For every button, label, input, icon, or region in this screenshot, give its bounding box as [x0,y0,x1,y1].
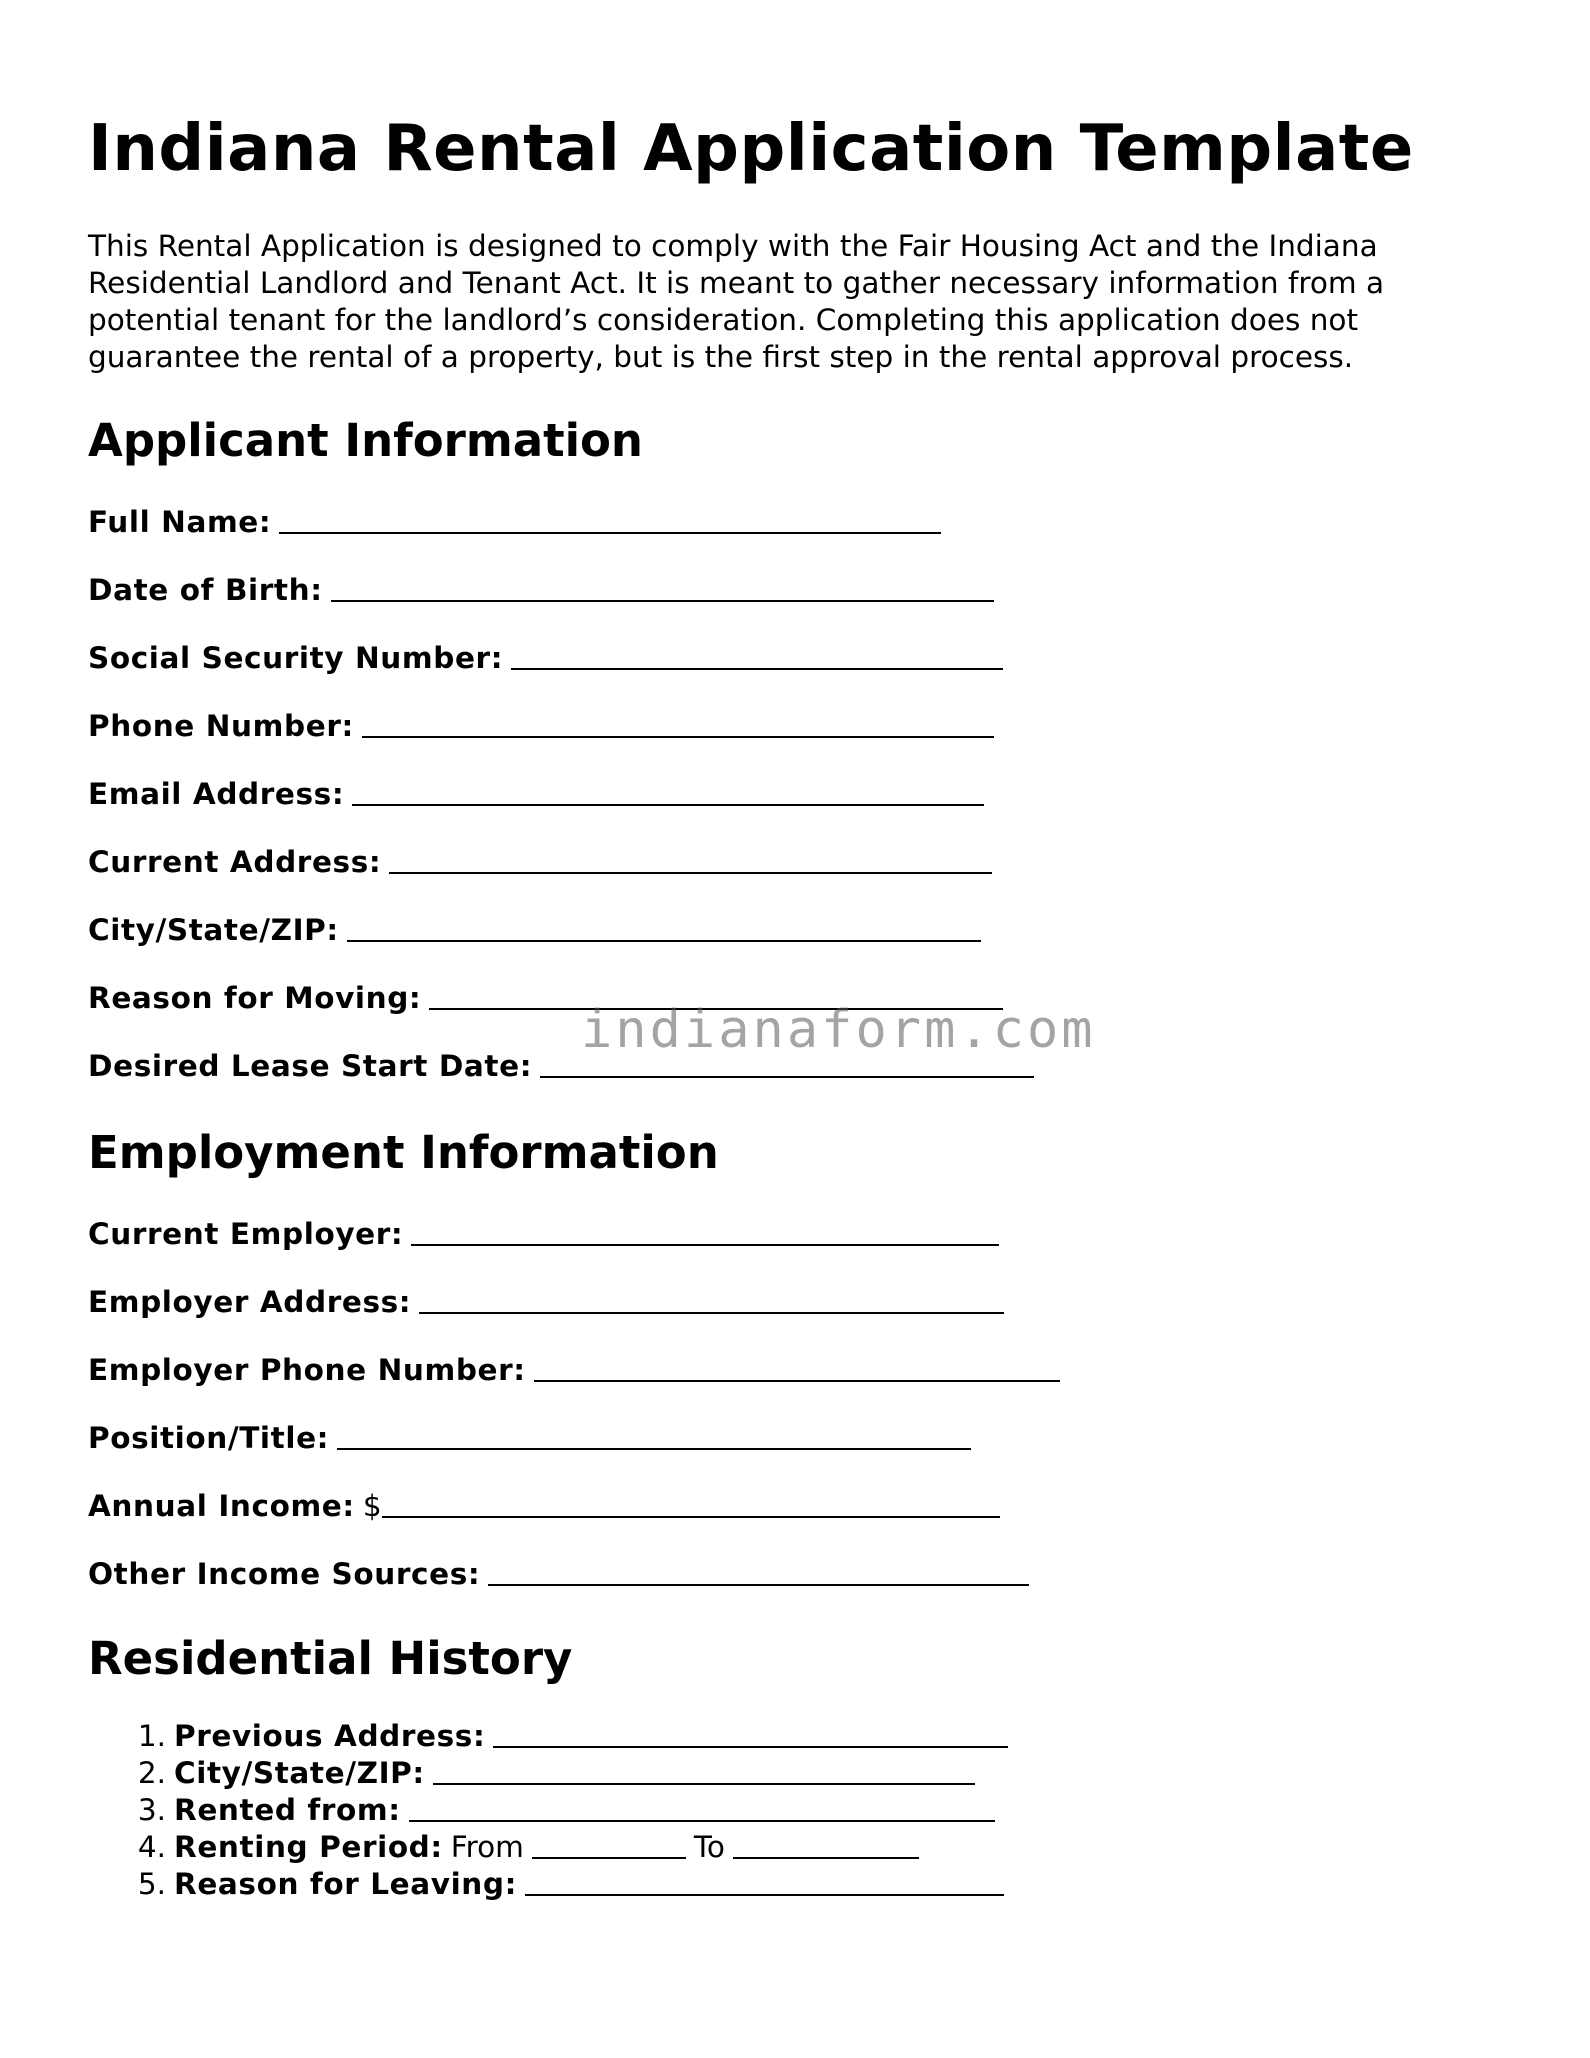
field-employer-address [88,1282,1004,1322]
field-phone-number [88,706,994,746]
field-city-state-zip [88,910,981,950]
currency-prefix: $ [362,1489,382,1523]
list-number: 3. [137,1793,166,1827]
city-state-zip-blank[interactable] [347,938,981,942]
list-number: 2. [137,1756,166,1790]
list-item-city-state-zip [88,1755,1008,1792]
field-annual-income [88,1486,1000,1526]
field-label: City/State/ZIP: [174,1756,425,1790]
list-number: 1. [137,1719,166,1753]
field-ssn [88,638,1003,678]
residential-history-list [88,1718,1008,1903]
ssn-blank[interactable] [511,666,1003,670]
email-address-blank[interactable] [352,802,984,806]
field-label: Position/Title: [88,1421,330,1455]
renting-period-to-blank[interactable] [733,1855,919,1859]
field-label: Employer Address: [88,1285,412,1319]
field-label: Annual Income: [88,1489,355,1523]
field-employer-phone [88,1350,1060,1390]
field-label: Employer Phone Number: [88,1353,526,1387]
field-label: Current Address: [88,845,382,879]
field-current-address [88,842,992,882]
list-item-rented-from [88,1792,1008,1829]
section-heading-employment: Employment Information [88,1126,719,1179]
list-number: 5. [137,1867,166,1901]
full-name-blank[interactable] [279,530,941,534]
phone-number-blank[interactable] [362,734,994,738]
reason-for-leaving-blank[interactable] [525,1892,1004,1896]
field-label: City/State/ZIP: [88,913,339,947]
field-label: Full Name: [88,505,272,539]
lease-start-date-blank[interactable] [540,1074,1034,1078]
list-item-renting-period [88,1829,1008,1866]
annual-income-blank[interactable] [382,1514,1000,1518]
section-heading-applicant: Applicant Information [88,414,643,467]
field-label: Phone Number: [88,709,354,743]
page-title: Indiana Rental Application Template [88,112,1414,186]
field-label: Rented from: [174,1793,401,1827]
field-label: Social Security Number: [88,641,504,675]
section-heading-residential: Residential History [88,1632,573,1685]
field-label: Reason for Moving: [88,981,422,1015]
list-number: 4. [137,1830,166,1864]
current-employer-blank[interactable] [411,1242,999,1246]
field-label: Renting Period: [174,1830,443,1864]
field-position-title [88,1418,971,1458]
field-current-employer [88,1214,999,1254]
intro-paragraph: This Rental Application is designed to comply with the Fair Housing Act and the Indiana Residential Landlord and Tenant Act. It is meant to gather necessary information from a potential tenant for the landlord’s consideration. Completing this application does not guarantee the rental of a property, but is the first step in the rental approval process. [88,229,1385,374]
field-date-of-birth [88,570,994,610]
field-email-address [88,774,984,814]
position-title-blank[interactable] [337,1446,971,1450]
watermark-text: indianaform.com [581,1000,1096,1060]
field-label: Previous Address: [174,1719,486,1753]
field-label: Current Employer: [88,1217,404,1251]
current-address-blank[interactable] [389,870,992,874]
employer-address-blank[interactable] [419,1310,1004,1314]
to-label: To [693,1830,725,1864]
field-label: Reason for Leaving: [174,1867,518,1901]
employer-phone-blank[interactable] [534,1378,1060,1382]
previous-address-blank[interactable] [493,1744,1008,1748]
list-item-reason-for-leaving [88,1866,1008,1903]
from-label: From [450,1830,524,1864]
list-item-previous-address [88,1718,1008,1755]
previous-city-state-zip-blank[interactable] [433,1781,975,1785]
rented-from-blank[interactable] [409,1818,995,1822]
field-label: Email Address: [88,777,345,811]
field-label: Date of Birth: [88,573,323,607]
field-label: Desired Lease Start Date: [88,1049,533,1083]
date-of-birth-blank[interactable] [331,598,994,602]
field-label: Other Income Sources: [88,1557,481,1591]
field-other-income [88,1554,1029,1594]
field-full-name [88,502,941,542]
other-income-blank[interactable] [488,1582,1029,1586]
renting-period-from-blank[interactable] [532,1855,686,1859]
